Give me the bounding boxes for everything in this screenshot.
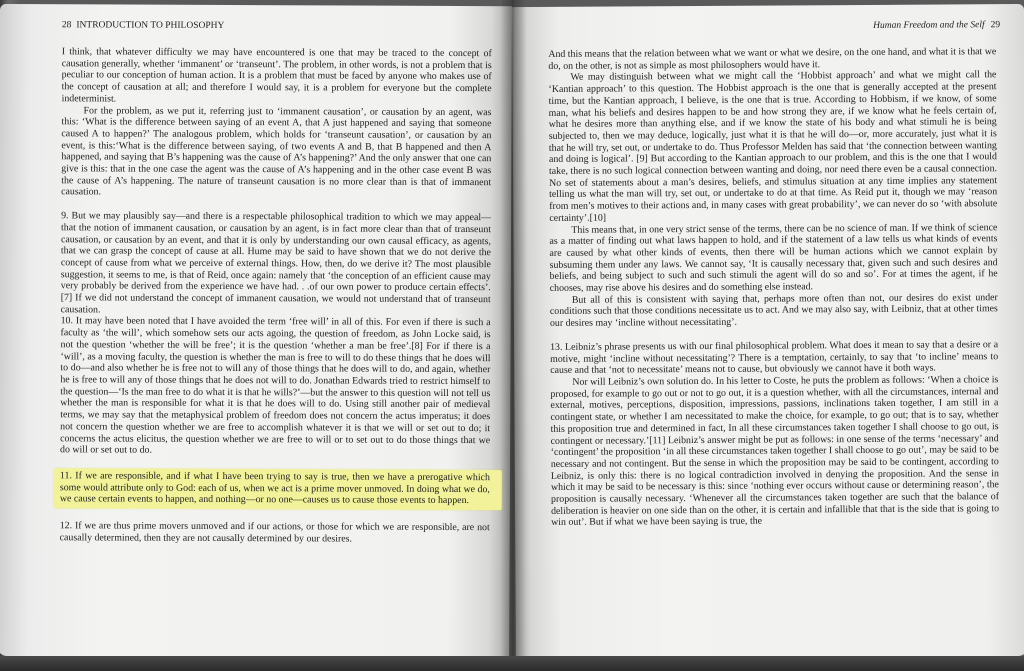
- right-page-header: [548, 18, 1014, 49]
- paragraph-section-13: 13. Leibniz’s phrase presents us with our final philosophical problem. What does it mean to say that a desire or a motive, might ‘incline without necessitating’? There is a temptation, certainly, to say that ‘to incline’ means to cause and that ‘not to necessitate’ means not to cause, but obviously we cannot have it both ways.: [550, 339, 999, 377]
- paragraph-desire-relation: And this means that the relation between what we want or what we desire, on the one hand, and what it is that we do, on the other, is not as simple as most philosophers would have it.: [548, 46, 997, 72]
- left-page-number: 28: [61, 20, 72, 31]
- highlighted-paragraph-section-11: 11. If we are responsible, and if what I have been trying to say is true, then we have a prerogative which some would attribute only to God: each of us, when we act is a prime mover unmoved. In doing what we do, we cause certain events to happen, and nothing—or no one—causes us to cause those events to happen.: [54, 468, 502, 510]
- left-page-text: [60, 46, 502, 545]
- right-page-text: [548, 46, 1017, 529]
- right-running-head: Human Freedom and the Self: [873, 20, 985, 31]
- bottom-background-strip: [0, 656, 1024, 671]
- paragraph-science-of-man: This means that, in one very strict sense of the terms, there can be no science of man. If we think of science as a matter of finding out what laws happen to hold, and if the statement of a law tells us what kinds of events are caused by what other kinds of events, then there will be human actions which we cannot explain by subsuming them under any laws. We cannot say, ‘It is causally necessary that, given such and such desires and beliefs, and being subject to such and such stimuli the agent will do so and so’. For at times the agent, if he chooses, may rise above his desires and do something else instead.: [549, 221, 998, 294]
- paragraph-leibniz-solution: Nor will Leibniz’s own solution do. In his letter to Coste, he puts the problem as follows: ‘When a choice is proposed, for example to go out or not to go out, it is a question whether, with all the circumstances, internal and external, motives, perceptions, disposition, impressions, passions, inclinations taken together, I am still in a contingent state, or whether I am necessitated to make the choice, for example, to go out; that is to say, whether this proposition true and determined in fact, In all these circumstances taken together I shall choose to go out, is contingent or necessary.’[11] Leibniz’s answer might be put as follows: in one sense of the terms ‘necessary’ and ‘contingent’ the proposition ‘in all these circumstances taken together I shall choose to go out’, may be said to be necessary and not contingent. But the sense in which the proposition may be said to be contingent, according to Leibniz, is only this: there is no logical contradiction involved in denying the proposition. And the sense in which it may be said to be necessary is this: since ‘nothing ever occurs without cause or determining reason’, the proposition is causally necessary. ‘Whenever all the circumstances taken together are such that the balance of deliberation is heavier on one side than on the other, it is certain and infallible that that is the side that is going to win out’. But if what we have been saying is true, the: [550, 374, 1000, 529]
- left-page-header: [62, 18, 502, 48]
- left-page: [0, 4, 512, 658]
- paragraph-causation-difficulty: I think, that whatever difficulty we may have encountered is one that may be traced to the concept of causation generally, whether ‘immanent’ or ‘transeunt’. The problem, in other words, is not a problem that is peculiar to our conception of human action. It is a problem that must be faced by anyone who makes use of the concept of causation at all; and therefore I would say, it is a problem for everyone but the complete indeterminist.: [61, 46, 492, 105]
- paragraph-problem-immanent: For the problem, as we put it, referring just to ‘immanent causation’, or causation by an agent, was this: ‘What is the difference between saying of an event A, that A just happened and saying that someone caused A to happen?’ The analogous problem, which holds for ‘transeunt causation’, or causation by an event, is this:‘What is the difference between saying, of two events A and B, that B happened and then A happened, and saying that B’s happening was the cause of A’s happening?’ And the only answer that one can give is this: that in the one case the agent was the cause of A’s happening and in the other case event B was the cause of A’s happening. The nature of transeunt causation is no more clear than is that of immanent causation.: [61, 104, 492, 198]
- paragraph-incline-necessitate: But all of this is consistent with saying that, perhaps more often than not, our desires do exist under conditions such that those conditions necessitate us to act. And we may also say, with Leibniz, that at other times our desires may ‘incline without necessitating’.: [549, 291, 998, 330]
- paragraph-section-9: 9. But we may plausibly say—and there is a respectable philosophical tradition to which we may appeal—that the notion of immanent causation, or causation by an agent, is in fact more clear than that of transeunt causation, or causation by an event, and that it is only by understanding our own causal efficacy, as agents, that we can grasp the concept of cause at all. Hume may be said to have shown that we do not derive the concept of cause from what we perceive of external things. How, then, do we derive it? The most plausible suggestion, it seems to me, is that of Reid, once again: namely that ‘the conception of an efficient cause may very probably be derived from the experience we have had. . .of our own power to produce certain effects’. [7] If we did not understand the concept of immanent causation, we would not understand that of transeunt causation.: [60, 210, 492, 316]
- right-page-number: 29: [990, 20, 1001, 31]
- left-running-head: INTRODUCTION TO PHILOSOPHY: [76, 20, 225, 31]
- paragraph-hobbist-kantian: We may distinguish between what we might call the ‘Hobbist approach’ and what we might call the ‘Kantian approach’ to this question. The Hobbist approach is the one that is generally accepted at the present time, but the Kantian approach, I believe, is the one that is true. According to Hobbism, if we know, of some man, what his beliefs and desires happen to be and how strong they are, if we know what he feels certain of, what he desires more than anything else, and if we know the state of his body and what stimuli he is being subjected to, then we may deduce, logically, just what it is that he will do—or, more accurately, just what it is that he will try, set out, or undertake to do. Thus Professor Melden has said that ‘the connection between wanting and doing is logical’. [9] But according to the Kantian approach to our problem, and this is the one that I would take, there is no such logical connection between wanting and doing, nor need there even be a causal connection. No set of statements about a man’s desires, beliefs, and stimulus situation at any time implies any statement telling us what the man will try, set out, or undertake to do at that time. As Reid put it, though we may ‘reason from men’s motives to their actions and, in many cases with great probability’, we can never do so ‘with absolute certainty’.[10]: [548, 69, 998, 224]
- paragraph-section-12: 12. If we are thus prime movers unmoved and if our actions, or those for which we are responsible, are not causally determined, then they are not causally determined by our desires.: [59, 520, 490, 545]
- right-page: [512, 4, 1024, 659]
- paragraph-section-10: 10. It may have been noted that I have avoided the term ‘free will’ in all of this. For even if there is such a faculty as ‘the will’, which somehow sets our acts agoing, the question of freedom, as John Locke said, is not the question ‘whether the will be free’; it is the question ‘whether a man be free’.[8] For if there is a ‘will’, as a moving faculty, the question is whether the man is free to will to do these things that he does will to do—and also whether he is free not to will any of those things that he does will to do, and again, whether he is free to will any of those things that he does not will to do. Jonathan Edwards tried to restrict himself to the question—‘Is the man free to do what it is that he wills?’—but the answer to this question will not tell us whether the man is responsible for what it is that he does will to do. Using still another pair of medieval terms, we may say that the metaphysical problem of freedom does not concern the actus imperatus; it does not concern the question whether we are free to accomplish whatever it is that we will or set out to do; it concerns the actus elicitus, the question whether we are free to will or to set out to do those things that we do will or set out to do.: [60, 315, 491, 456]
